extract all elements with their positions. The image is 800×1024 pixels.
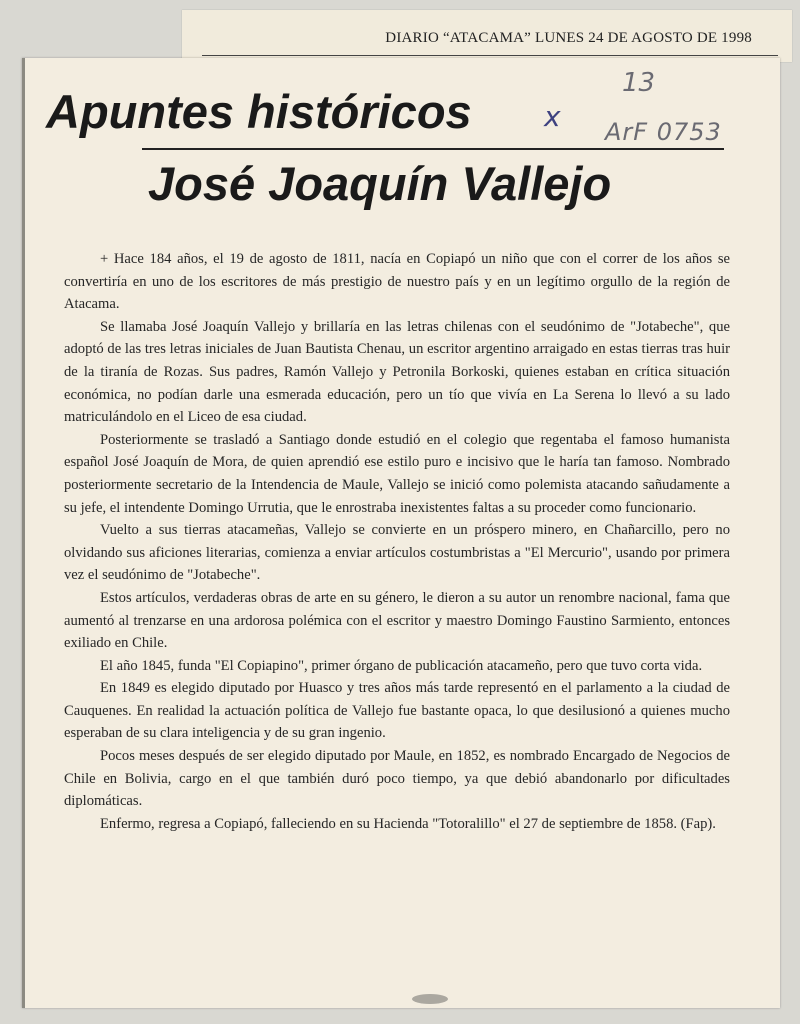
header-rule — [202, 55, 778, 56]
paragraph: + Hace 184 años, el 19 de agosto de 1811, nacía en Copiapó un niño que con el correr de los años se convertiría en uno de los escritores de más prestigio de nuestro país y en un legítimo orgullo de la región de Atacama. — [64, 251, 730, 313]
title-rule — [142, 148, 724, 150]
handwritten-archive-code: ArF 0753 — [605, 118, 722, 146]
paragraph: El año 1845, funda "El Copiapino", primer órgano de publicación atacameño, pero que tuvo corta vida. — [100, 657, 703, 674]
paragraph: Vuelto a sus tierras atacameñas, Vallejo se convierte en un próspero minero, en Chañarcillo, pero no olvidando sus aficiones literarias, comienza a enviar artículos costumbristas a "El Mercurio", usando por primera vez el seudónimo de "Jotabeche". — [64, 522, 730, 584]
paragraph: Se llamaba José Joaquín Vallejo y brillaría en las letras chilenas con el seudónimo de "Jotabeche", que adoptó de las tres letras iniciales de Juan Bautista Chenau, un escritor argentino arraigado en estas tierras tras huir de la tiranía de Rozas. Sus padres, Ramón Vallejo y Petronila Borkoski, quienes estaban en crítica situación económica, no podían darle una esmerada educación, pero un tío que vivía en La Serena lo llevó a su lado matriculándolo en el Liceo de esa ciudad. — [64, 318, 730, 426]
section-title: Apuntes históricos — [46, 85, 472, 138]
clipping-edge — [22, 58, 25, 1008]
paragraph: Enfermo, regresa a Copiapó, falleciendo en su Hacienda "Totoralillo" el 27 de septiembre de 1858. (Fap). — [100, 815, 716, 832]
paragraph: En 1849 es elegido diputado por Huasco y tres años más tarde representó en el parlamento a la ciudad de Cauquenes. En realidad la actuación política de Vallejo fue bastante opaca, lo que desilusionó a quienes mucho esperaban de su clara inteligencia y de su gran ingenio. — [64, 680, 730, 742]
paragraph: Pocos meses después de ser elegido diputado por Maule, en 1852, es nombrado Encargado de Negocios de Chile en Bolivia, cargo en el que también duró poco tiempo, ya que debió abandonarlo por dificultades diplomáticas. — [64, 748, 730, 810]
newspaper-header-strip — [182, 10, 792, 62]
paragraph: Estos artículos, verdaderas obras de arte en su género, le dieron a su autor un renombre nacional, fama que aumentó al trenzarse en una ardorosa polémica con el escritor y maestro Domingo Faustino Sarmiento, entonces exiliado en Chile. — [64, 589, 730, 652]
paragraph: Posteriormente se trasladó a Santiago donde estudió en el colegio que regentaba el famoso humanista español José Joaquín de Mora, de quien aprendió ese estilo puro e incisivo que le haría tan famoso. Nombrado posteriormente secretario de la Intendencia de Maule, Vallejo se inició como polemista atacando sañudamente a su jefe, el intendente Domingo Urrutia, que le enrostraba inexistentes faltas a su proceder como funcionario. — [64, 431, 730, 516]
newspaper-clipping — [22, 58, 780, 1008]
handwritten-x-mark: x — [544, 100, 561, 133]
article-title: José Joaquín Vallejo — [148, 157, 612, 210]
ink-smudge — [412, 994, 448, 1004]
handwritten-number: 13 — [622, 68, 656, 98]
newspaper-header: DIARIO “ATACAMA” LUNES 24 DE AGOSTO DE 1998 — [385, 30, 752, 46]
article-body — [64, 248, 730, 835]
